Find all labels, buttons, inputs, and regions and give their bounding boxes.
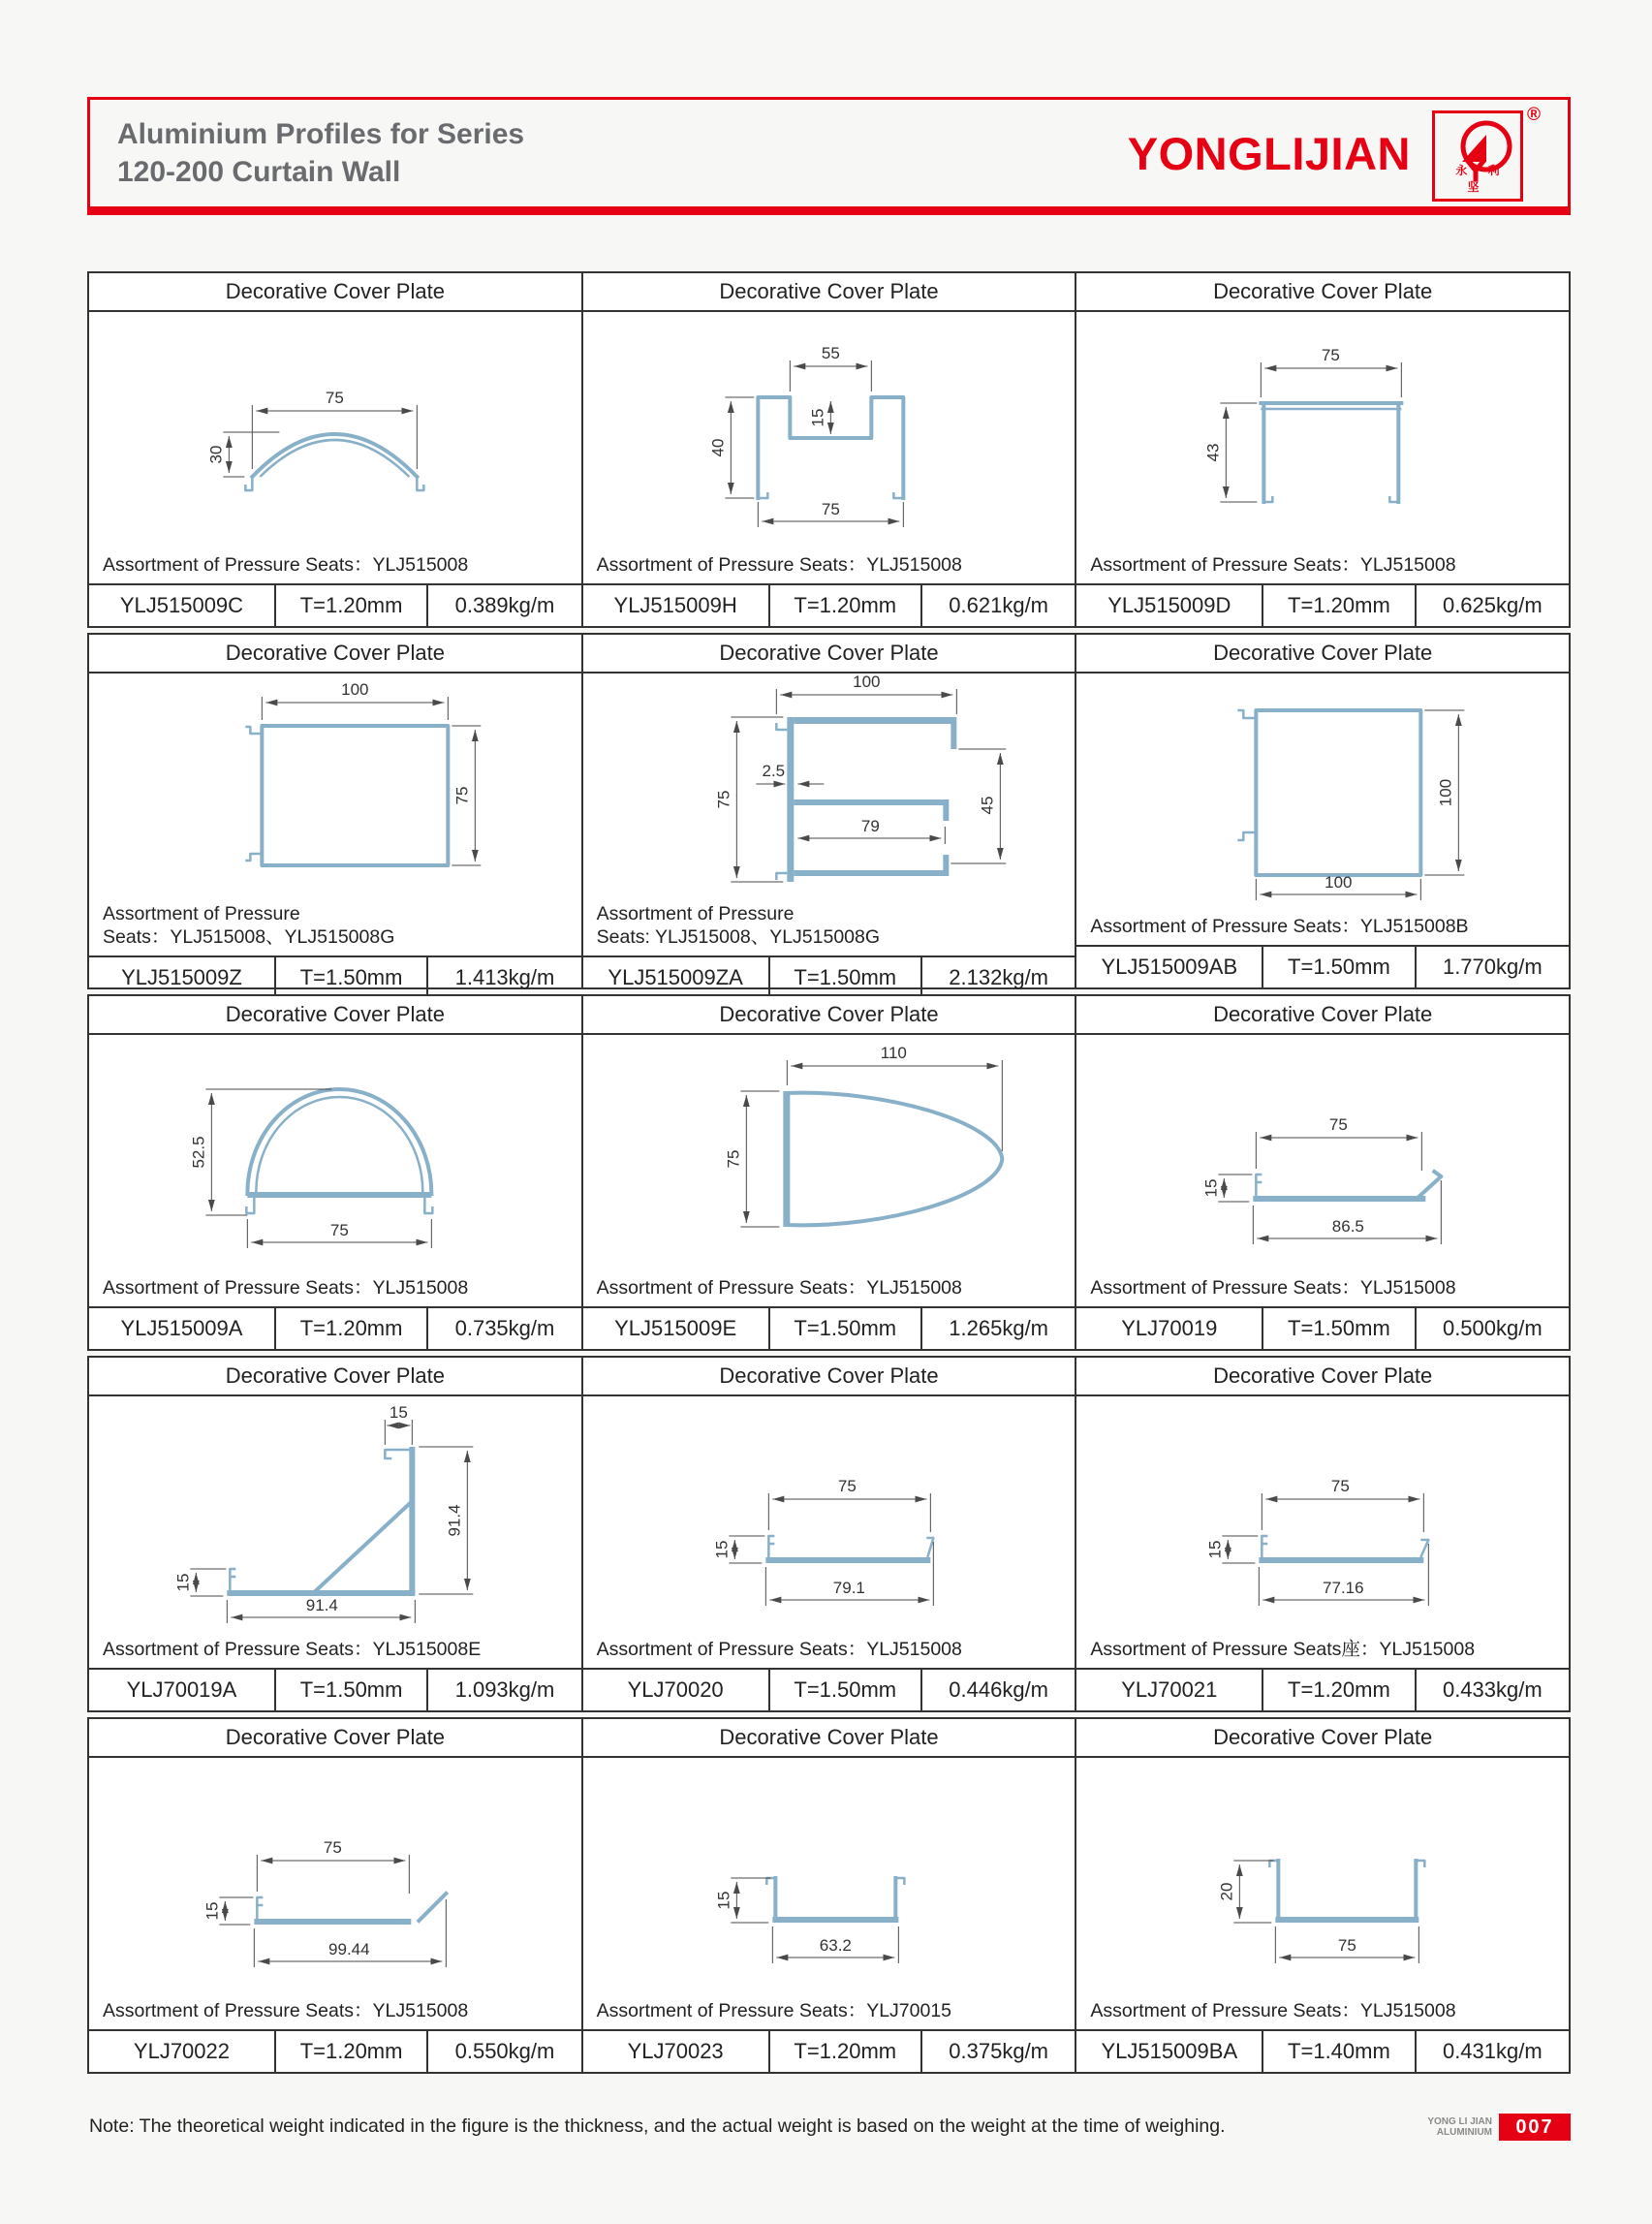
card-title: Decorative Cover Plate [1076,273,1569,312]
profile-card [89,1719,583,2072]
dim-label-inner: 15 [808,408,827,427]
dim-label-left: 15 [203,1901,222,1921]
spec-row [583,1668,1075,1710]
thickness-cell: T=1.20mm [770,585,922,626]
profile-drawing-svg [89,673,581,902]
profile-shape [766,1878,904,1923]
profile-shape [1262,403,1402,502]
profile-drawing-svg [89,312,581,541]
profile-drawing [89,673,581,902]
dim-label-left: 15 [1205,1540,1225,1559]
assortment-text [89,1625,581,1668]
spec-row [583,583,1075,626]
profile-shape [245,726,448,865]
grid-row-1 [87,271,1571,628]
spec-row [1076,1306,1569,1349]
profile-shape [245,434,423,490]
assortment-text [89,1987,581,2029]
dim-label-bottom: 77.16 [1323,1579,1364,1597]
weight-cell: 1.413kg/m [454,965,555,989]
brand-logo [1128,105,1541,202]
dim-label-left: 20 [1217,1882,1236,1901]
profile-drawing [583,1035,1075,1264]
page-title [117,115,524,191]
profile-shape [254,1894,446,1925]
card-title: Decorative Cover Plate [583,1719,1075,1758]
profile-card [1076,273,1569,626]
assortment-text [1076,541,1569,583]
dim-label-top: 75 [1329,1115,1349,1134]
thickness-cell: T=1.50mm [770,1670,922,1710]
spec-row [89,2029,581,2072]
profile-drawing-svg [89,1035,581,1264]
dim-label-top: 110 [880,1044,907,1062]
profile-drawing [89,1035,581,1264]
model-cell: YLJ70020 [583,1670,770,1710]
weight-cell: 0.621kg/m [949,593,1049,617]
weight-cell: 0.389kg/m [454,593,555,617]
dim-label-left: 15 [712,1540,732,1559]
model-cell: YLJ70019 [1076,1308,1263,1349]
profile-shape [1270,1861,1425,1923]
thickness-cell: T=1.20mm [770,2031,922,2072]
spec-row [583,1306,1075,1349]
dim-label-left: 30 [206,445,226,464]
dim-label-bottom: 75 [821,500,840,518]
assortment-line1: Assortment of Pressure Seats：YLJ515008B [1090,916,1469,937]
card-title: Decorative Cover Plate [89,635,581,673]
weight-cell: 0.550kg/m [454,2039,555,2063]
model-cell: YLJ515009Z [89,957,276,998]
assortment-line1: Assortment of Pressure Seats座：YLJ515008 [1090,1639,1476,1660]
spec-row [1076,2029,1569,2072]
page-title-line2: 120-200 Curtain Wall [117,156,401,188]
assortment-text [89,902,581,955]
dim-label-mid: 79 [860,817,880,835]
spec-row [89,955,581,998]
assortment-text [1076,1625,1569,1668]
assortment-line2: Seats：YLJ515008、YLJ515008G [103,926,395,948]
brand-chinese-label: 永 利 坚 [1455,164,1509,194]
weight-cell: 1.770kg/m [1442,955,1543,979]
profile-shape [783,1091,1002,1227]
weight-cell: 1.265kg/m [949,1316,1049,1340]
dim-label-top: 75 [1322,346,1341,364]
thickness-cell: T=1.20mm [276,585,428,626]
dim-label-right: 45 [978,796,997,815]
assortment-text [583,1264,1075,1306]
profile-drawing-svg [1076,1396,1569,1625]
dimension-lines [206,389,417,477]
dim-label-bottom: 75 [1338,1936,1357,1955]
weight-cell: 0.625kg/m [1442,593,1543,617]
weight-cell: 0.735kg/m [454,1316,555,1340]
profile-drawing [1076,673,1569,902]
grid-row-5 [87,1717,1571,2074]
dim-label-top: 75 [1331,1477,1351,1495]
assortment-line1: Assortment of Pressure [103,903,300,924]
card-title: Decorative Cover Plate [583,1358,1075,1396]
dimension-lines [1204,346,1402,502]
profile-drawing-svg [1076,1758,1569,1987]
card-title: Decorative Cover Plate [1076,635,1569,673]
profile-drawing-svg [89,1758,581,1987]
model-cell: YLJ515009AB [1076,947,1263,987]
spec-row [1076,1668,1569,1710]
card-title: Decorative Cover Plate [89,1719,581,1758]
profile-drawing [1076,1758,1569,1987]
card-title: Decorative Cover Plate [1076,1719,1569,1758]
profile-card [583,1719,1077,2072]
assortment-text [1076,902,1569,945]
page-header [87,97,1571,215]
dim-label-bottom: 79.1 [832,1579,865,1597]
spec-row [89,1668,581,1710]
assortment-line1: Assortment of Pressure Seats：YLJ515008 [103,1277,469,1299]
dim-label-top: 75 [325,389,344,407]
spec-row [89,583,581,626]
dim-label-bottom: 99.44 [328,1940,370,1958]
weight-cell: 2.132kg/m [949,965,1049,989]
card-title: Decorative Cover Plate [89,996,581,1035]
profile-drawing-svg [1076,1035,1569,1264]
dim-label-right: 100 [1436,778,1455,807]
dim-label-left: 15 [714,1891,733,1910]
dimension-lines [1218,1861,1419,1963]
weight-cell: 0.500kg/m [1442,1316,1543,1340]
dim-label-top: 100 [341,680,369,699]
dim-label-top: 15 [389,1403,408,1422]
profile-drawing [1076,312,1569,541]
dim-label-left: 52.5 [189,1136,208,1169]
dim-label-right: 75 [452,786,472,805]
profile-drawing [583,1758,1075,1987]
assortment-line1: Assortment of Pressure Seats：YLJ515008 [103,2000,469,2021]
assortment-line1: Assortment of Pressure Seats：YLJ515008E [103,1639,482,1660]
assortment-text [583,902,1075,955]
profile-drawing [89,1396,581,1625]
profile-drawing-svg [1076,673,1569,902]
dimension-lines [712,1477,933,1606]
thickness-cell: T=1.50mm [276,1670,428,1710]
model-cell: YLJ70023 [583,2031,770,2072]
assortment-line1: Assortment of Pressure Seats：YLJ515008 [1090,2000,1456,2021]
spec-row [1076,945,1569,987]
profile-drawing [1076,1035,1569,1264]
profile-drawing [89,312,581,541]
grid-row-2 [87,633,1571,989]
profile-drawing-svg [583,312,1075,541]
profile-drawing [1076,1396,1569,1625]
dim-label-bottom: 100 [1325,873,1353,892]
assortment-text [583,1987,1075,2029]
assortment-text [89,541,581,583]
dim-label-left: 40 [708,438,728,457]
dim-label-bottom: 91.4 [305,1596,338,1614]
page-number: 007 [1499,2114,1571,2141]
profile-shape [246,1089,432,1213]
page-title-line1: Aluminium Profiles for Series [117,118,525,150]
brand-name: YONGLIJIAN [1127,127,1411,179]
profile-shape [1254,1172,1442,1202]
dim-label-top: 100 [852,673,881,691]
profile-drawing-svg [89,1396,581,1625]
profile-card [583,273,1077,626]
dim-label-left: 15 [1201,1178,1221,1198]
thickness-cell: T=1.50mm [276,957,428,998]
thickness-cell: T=1.20mm [276,2031,428,2072]
footer-brand-line1: YONG LI JIAN [1427,2116,1492,2127]
thickness-cell: T=1.20mm [1263,585,1416,626]
thickness-cell: T=1.20mm [1263,1670,1416,1710]
card-title: Decorative Cover Plate [1076,1358,1569,1396]
model-cell: YLJ515009BA [1076,2031,1263,2072]
profile-drawing-svg [1076,312,1569,541]
assortment-line1: Assortment of Pressure Seats：YLJ515008 [103,554,469,576]
dimension-lines [203,1838,446,1967]
model-cell: YLJ70021 [1076,1670,1263,1710]
dim-label-left: 75 [714,790,733,809]
profile-drawing-svg [583,1758,1075,1987]
profile-card [583,635,1077,987]
profile-card [583,1358,1077,1710]
dim-label-top: 55 [821,344,840,362]
assortment-line2: Seats: YLJ515008、YLJ515008G [596,926,881,948]
profile-drawing-svg [583,673,1075,902]
brand-mark-box [1432,110,1523,202]
spec-row [89,1306,581,1349]
assortment-text [89,1264,581,1306]
spec-row [583,955,1075,998]
assortment-line1: Assortment of Pressure Seats：YLJ515008 [1090,554,1456,576]
dimension-lines [714,673,1006,882]
model-cell: YLJ515009H [583,585,770,626]
dim-label-bottom: 75 [329,1221,349,1239]
thickness-cell: T=1.50mm [770,1308,922,1349]
dim-label-top: 75 [837,1477,857,1495]
profile-shape [1260,1536,1429,1563]
profile-card [1076,1719,1569,2072]
profile-card [1076,996,1569,1349]
model-cell: YLJ515009ZA [583,957,770,998]
profile-drawing-svg [583,1396,1075,1625]
weight-cell: 0.431kg/m [1442,2039,1543,2063]
dim-label-left: 75 [724,1149,743,1169]
weight-cell: 0.375kg/m [949,2039,1049,2063]
card-title: Decorative Cover Plate [89,273,581,312]
card-title: Decorative Cover Plate [583,996,1075,1035]
dimension-lines [173,1403,473,1623]
thickness-cell: T=1.50mm [1263,947,1416,987]
thickness-cell: T=1.50mm [770,957,922,998]
assortment-line1: Assortment of Pressure Seats：YLJ515008 [1090,1277,1456,1299]
model-cell: YLJ70019A [89,1670,276,1710]
card-title: Decorative Cover Plate [1076,996,1569,1035]
assortment-text [583,1625,1075,1668]
dimension-lines [708,344,903,527]
card-title: Decorative Cover Plate [583,273,1075,312]
model-cell: YLJ515009D [1076,585,1263,626]
assortment-line1: Assortment of Pressure Seats：YLJ515008 [596,1639,962,1660]
profile-shape [227,1447,415,1596]
spec-row [583,2029,1075,2072]
brand-mark [1432,105,1541,202]
profile-grid [87,271,1571,2074]
thickness-cell: T=1.50mm [1263,1308,1416,1349]
profile-drawing-svg [583,1035,1075,1264]
dim-label-right: 91.4 [445,1504,464,1537]
weight-cell: 0.446kg/m [949,1677,1049,1702]
assortment-line1: Assortment of Pressure Seats：YLJ515008 [596,1277,962,1299]
dim-label-left: 15 [173,1573,193,1592]
assortment-text [1076,1987,1569,2029]
profile-shape [765,1536,933,1563]
dimension-lines [724,1044,1002,1227]
weight-cell: 1.093kg/m [454,1677,555,1702]
dim-label-bottom: 86.5 [1332,1217,1365,1236]
profile-card [89,996,583,1349]
dimension-lines [1202,1115,1442,1244]
card-title: Decorative Cover Plate [89,1358,581,1396]
profile-drawing [583,312,1075,541]
assortment-line1: Assortment of Pressure Seats：YLJ515008 [596,554,962,576]
dim-label-thickness: 2.5 [762,762,785,780]
model-cell: YLJ515009C [89,585,276,626]
assortment-text [1076,1264,1569,1306]
thickness-cell: T=1.40mm [1263,2031,1416,2072]
model-cell: YLJ70022 [89,2031,276,2072]
model-cell: YLJ515009E [583,1308,770,1349]
dimension-lines [1257,710,1465,900]
profile-drawing [583,673,1075,902]
grid-row-3 [87,994,1571,1351]
spec-row [1076,583,1569,626]
dimension-lines [1206,1477,1429,1606]
profile-drawing [89,1758,581,1987]
card-title: Decorative Cover Plate [583,635,1075,673]
assortment-text [583,541,1075,583]
profile-shape [1238,710,1421,875]
assortment-line1: Assortment of Pressure Seats：YLJ70015 [596,2000,952,2021]
dim-label-left: 43 [1203,443,1223,462]
profile-card [1076,1358,1569,1710]
footer-brand [1387,2116,1492,2138]
profile-drawing [583,1396,1075,1625]
dim-label-top: 75 [323,1838,342,1857]
profile-card [583,996,1077,1349]
profile-card [89,273,583,626]
profile-card [89,635,583,987]
footer-brand-line2: ALUMINIUM [1436,2127,1492,2138]
thickness-cell: T=1.20mm [276,1308,428,1349]
weight-cell: 0.433kg/m [1442,1677,1543,1702]
footer-note: Note: The theoretical weight indicated in the figure is the thickness, and the actual weight is based on the weight at the time of weighing. [89,2115,1226,2137]
assortment-line1: Assortment of Pressure [596,903,795,924]
grid-row-4 [87,1356,1571,1712]
profile-card [1076,635,1569,987]
profile-card [89,1358,583,1710]
registered-mark: ® [1527,105,1541,125]
profile-shape [776,717,956,882]
model-cell: YLJ515009A [89,1308,276,1349]
dim-label-bottom: 63.2 [819,1936,852,1955]
